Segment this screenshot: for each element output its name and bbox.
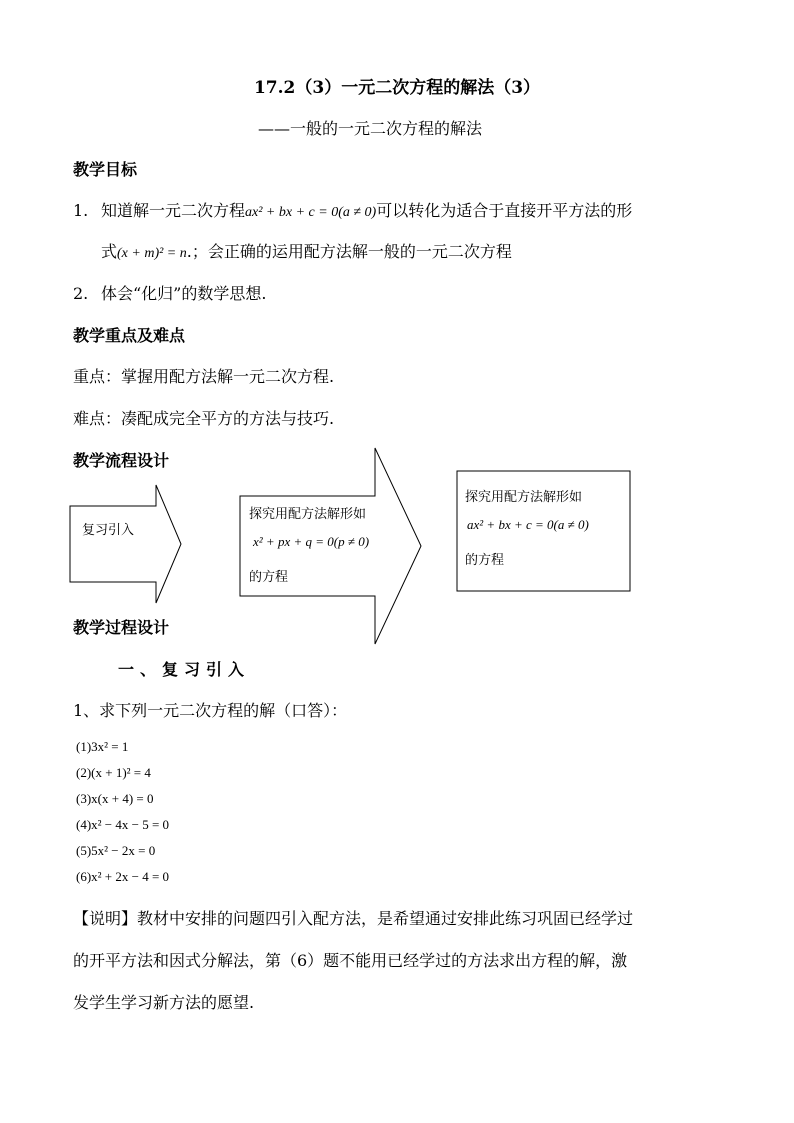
goal-text: 体会“化归”的数学思想. [101, 284, 267, 303]
page-title: 17.2（3）一元二次方程的解法（3） [253, 78, 541, 98]
flow-step-3-line1: 探究用配方法解形如 [465, 490, 583, 505]
equation-3: (3)x(x + 4) = 0 [76, 791, 154, 806]
process-heading: 教学过程设计 [73, 618, 170, 637]
goal-text: 式 [101, 242, 118, 261]
flow-step-1-label: 复习引入 [82, 523, 135, 538]
square-form-formula: (x + m)² = n [117, 246, 187, 261]
flow-step-2-line3: 的方程 [249, 570, 289, 585]
equation-1: (1)3x² = 1 [76, 739, 129, 754]
flow-heading: 教学流程设计 [73, 451, 170, 470]
flow-step-3-formula: ax² + bx + c = 0(a ≠ 0) [467, 517, 589, 532]
goal-text: .；会正确的运用配方法解一般的一元二次方程 [186, 242, 512, 261]
flow-arrow-1 [70, 485, 181, 603]
question-1: 1、求下列一元二次方程的解（口答）： [73, 701, 348, 720]
flow-step-2-line1: 探究用配方法解形如 [249, 507, 367, 522]
flow-step-3-line3: 的方程 [465, 553, 505, 568]
equation-6: (6)x² + 2x − 4 = 0 [76, 869, 170, 884]
note-line-2: 的开平方法和因式分解法，第（6）题不能用已经学过的方法求出方程的解，激 [73, 951, 628, 970]
difficulty-text: 难点：凑配成完全平方的方法与技巧. [73, 409, 335, 428]
note-line-3: 发学生学习新方法的愿望. [73, 993, 255, 1012]
goal-number: 2. [73, 284, 89, 303]
page-subtitle: ——一般的一元二次方程的解法 [258, 119, 483, 138]
key-points-heading: 教学重点及难点 [73, 326, 186, 345]
equation-5: (5)5x² − 2x = 0 [76, 843, 156, 858]
equation-4: (4)x² − 4x − 5 = 0 [76, 817, 170, 832]
flow-step-2-formula: x² + px + q = 0(p ≠ 0) [253, 534, 370, 549]
quadratic-general-formula: ax² + bx + c = 0(a ≠ 0) [245, 205, 377, 220]
goal-text: 知道解一元二次方程 [101, 201, 246, 220]
note-line-1: 【说明】教材中安排的问题四引入配方法，是希望通过安排此练习巩固已经学过 [73, 909, 634, 928]
goal-text: 可以转化为适合于直接开平方法的形 [376, 201, 633, 220]
goal-number: 1. [73, 201, 89, 220]
goals-heading: 教学目标 [73, 160, 138, 179]
equation-2: (2)(x + 1)² = 4 [76, 765, 151, 780]
focus-text: 重点：掌握用配方法解一元二次方程. [73, 367, 335, 386]
section-1-heading: 一、复习引入 [118, 660, 251, 679]
